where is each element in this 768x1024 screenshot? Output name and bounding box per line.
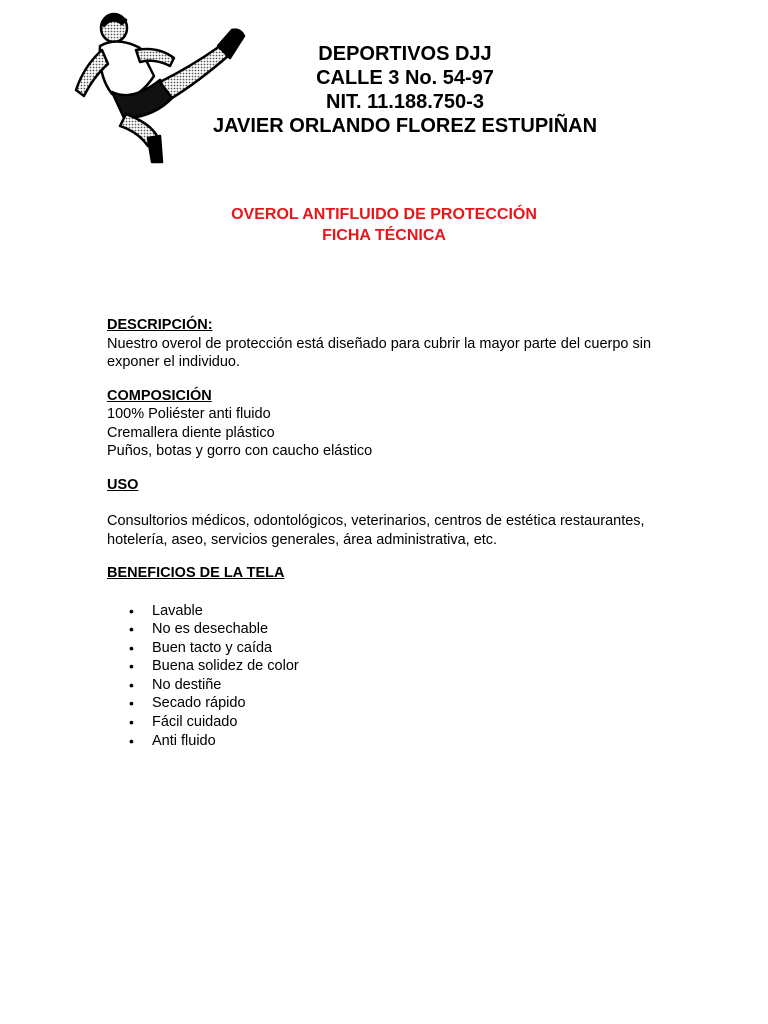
- beneficio-item: • Lavable: [107, 602, 687, 621]
- uso-line-1: Consultorios médicos, odontológicos, veterinarios, centros de estética restaurantes,: [107, 513, 645, 529]
- beneficio-item: • No destiñe: [107, 676, 687, 695]
- beneficios-list: [107, 602, 687, 751]
- beneficio-item: • Fácil cuidado: [107, 713, 687, 732]
- descripcion-line-2: exponer el individuo.: [107, 354, 241, 370]
- composicion-item: Puños, botas y gorro con caucho elástico: [107, 443, 373, 459]
- beneficios-heading: BENEFICIOS DE LA TELA: [107, 565, 285, 581]
- composicion-item: Cremallera diente plástico: [107, 424, 275, 441]
- product-subtitle: FICHA TÉCNICA: [322, 227, 446, 244]
- beneficio-item: • Secado rápido: [107, 694, 687, 713]
- composicion-heading: COMPOSICIÓN: [107, 387, 212, 404]
- company-name: DEPORTIVOS DJJ: [318, 43, 492, 65]
- descripcion-heading: DESCRIPCIÓN:: [107, 317, 213, 333]
- company-nit: NIT. 11.188.750-3: [326, 91, 484, 113]
- company-address: CALLE 3 No. 54-97: [316, 67, 494, 89]
- product-title-block: [0, 204, 768, 246]
- beneficio-item: • Buena solidez de color: [107, 657, 687, 676]
- technical-sheet-body: [107, 316, 687, 750]
- company-header: [190, 42, 620, 138]
- product-title: OVEROL ANTIFLUIDO DE PROTECCIÓN: [231, 206, 537, 223]
- composicion-item: 100% Poliéster anti fluido: [107, 406, 271, 422]
- beneficio-item: • No es desechable: [107, 620, 687, 639]
- company-owner: JAVIER ORLANDO FLOREZ ESTUPIÑAN: [212, 115, 598, 137]
- beneficio-item: • Buen tacto y caída: [107, 639, 687, 658]
- uso-line-2: hotelería, aseo, servicios generales, área administrativa, etc.: [107, 531, 498, 548]
- beneficio-item: • Anti fluido: [107, 732, 687, 751]
- descripcion-line-1: Nuestro overol de protección está diseñado para cubrir la mayor parte del cuerpo sin: [107, 335, 652, 352]
- uso-heading: USO: [107, 476, 139, 493]
